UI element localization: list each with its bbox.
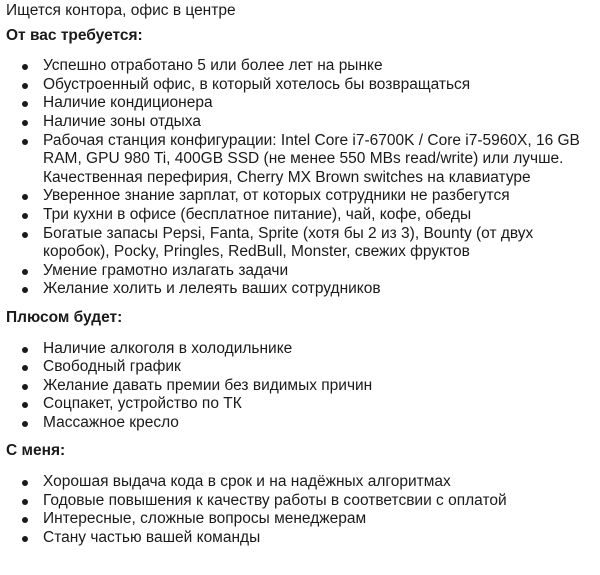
list-item: Рабочая станция конфигурации: Intel Core i7-6700K / Core i7-5960X, 16 GB RAM, GPU 980 Ti, 400GB SSD (не менее 550 MBs read/write) или лучше. Качественная перефирия, Cherry MX Brown switches на клавиатуре	[43, 132, 592, 188]
list-item: Массажное кресло	[43, 414, 592, 433]
offer-list	[6, 473, 592, 547]
section-heading-requirements: От вас требуется:	[6, 26, 143, 44]
list-item: Умение грамотно излагать задачи	[43, 262, 592, 281]
list-item: Уверенное знание зарплат, от которых сотрудники не разбегутся	[43, 187, 592, 206]
list-item: Годовые повышения к качеству работы в соответсвии с оплатой	[43, 492, 592, 511]
section-bonus	[6, 309, 592, 433]
list-item: Наличие кондиционера	[43, 94, 592, 113]
list-item: Наличие зоны отдыха	[43, 113, 592, 132]
list-item: Богатые запасы Pepsi, Fanta, Sprite (хотя бы 2 из 3), Bounty (от двух коробок), Pocky, Pringles, RedBull, Monster, свежих фруктов	[43, 225, 592, 262]
section-offer	[6, 442, 592, 547]
list-item: Три кухни в офисе (бесплатное питание), чай, кофе, обеды	[43, 206, 592, 225]
section-heading-bonus: Плюсом будет:	[6, 308, 123, 326]
requirements-list	[6, 57, 592, 299]
list-item: Интересные, сложные вопросы менеджерам	[43, 510, 592, 529]
section-requirements	[6, 27, 592, 299]
intro-text: Ищется контора, офис в центре	[6, 2, 236, 19]
list-item: Стану частью вашей команды	[43, 529, 592, 548]
list-item: Желание давать премии без видимых причин	[43, 377, 592, 396]
list-item: Успешно отработано 5 или более лет на рынке	[43, 57, 592, 76]
section-heading-offer: С меня:	[6, 442, 66, 460]
list-item: Наличие алкоголя в холодильнике	[43, 340, 592, 359]
list-item: Соцпакет, устройство по ТК	[43, 395, 592, 414]
list-item: Хорошая выдача кода в срок и на надёжных алгоритмах	[43, 473, 592, 492]
list-item: Свободный график	[43, 358, 592, 377]
bonus-list	[6, 340, 592, 433]
list-item: Обустроенный офис, в который хотелось бы возвращаться	[43, 76, 592, 95]
list-item: Желание холить и лелеять ваших сотрудников	[43, 280, 592, 299]
